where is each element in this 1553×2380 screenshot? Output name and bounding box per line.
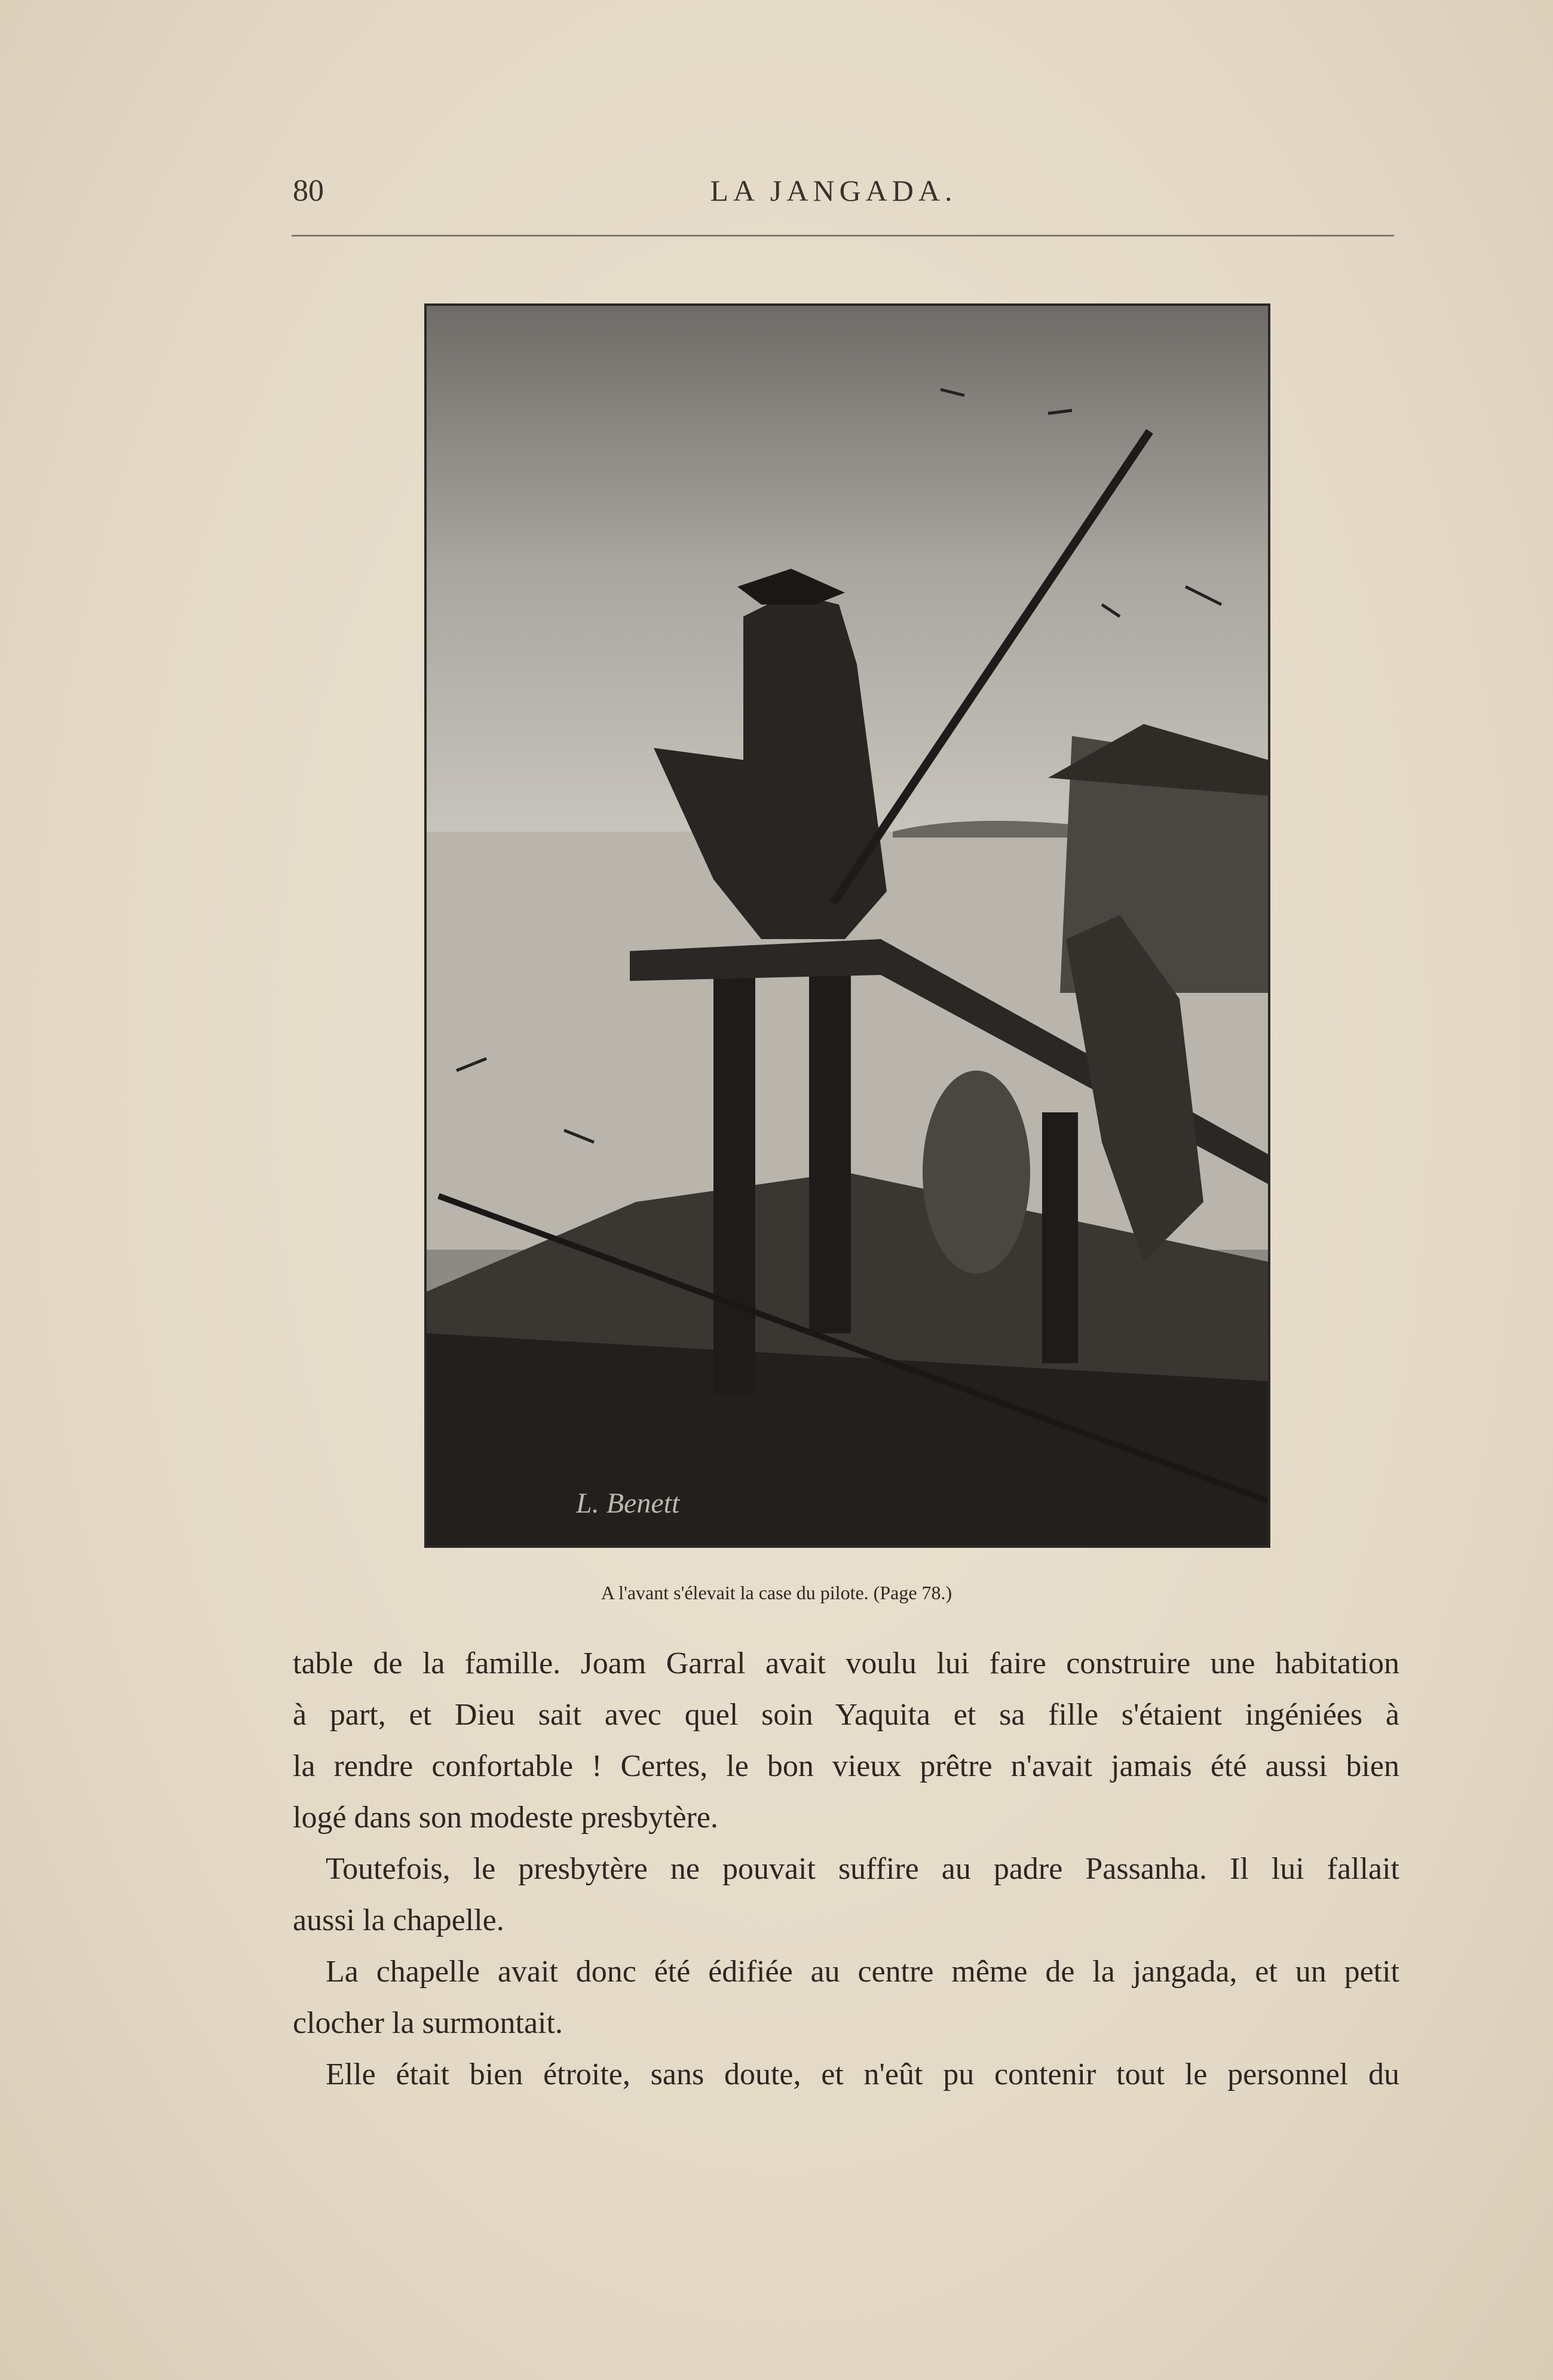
engraving-illustration	[424, 303, 1270, 1548]
page-number: 80	[293, 174, 324, 208]
net-basket	[923, 1071, 1030, 1274]
platform-post	[809, 963, 851, 1333]
illustration-caption: A l'avant s'élevait la case du pilote. (Page 78.)	[601, 1582, 952, 1603]
text-line: La chapelle avait donc été édifiée au centre même de la jangada, et un petit	[326, 1955, 1399, 1989]
body-text	[293, 1638, 1399, 2100]
text-line: à part, et Dieu sait avec quel soin Yaquita et sa fille s'étaient ingéniées à	[293, 1698, 1399, 1732]
text-line: logé dans son modeste presbytère.	[293, 1801, 718, 1835]
text-line: clocher la surmontait.	[293, 2006, 563, 2040]
platform-post	[713, 963, 755, 1393]
text-line: la rendre confortable ! Certes, le bon vieux prêtre n'avait jamais été aussi bien	[293, 1749, 1399, 1783]
text-line: Elle était bien étroite, sans doute, et n'eût pu contenir tout le personnel du	[326, 2057, 1399, 2091]
header-rule	[292, 235, 1394, 237]
text-line: Toutefois, le presbytère ne pouvait suffire au padre Passanha. Il lui fallait	[326, 1852, 1399, 1886]
platform-post	[1042, 1112, 1078, 1363]
artist-signature: L. Benett	[576, 1488, 680, 1519]
text-line: table de la famille. Joam Garral avait voulu lui faire construire une habitation	[293, 1646, 1399, 1680]
running-title: LA JANGADA.	[710, 174, 957, 207]
engraving-scene	[427, 306, 1268, 1545]
running-header	[269, 173, 1398, 215]
text-line: aussi la chapelle.	[293, 1903, 504, 1937]
